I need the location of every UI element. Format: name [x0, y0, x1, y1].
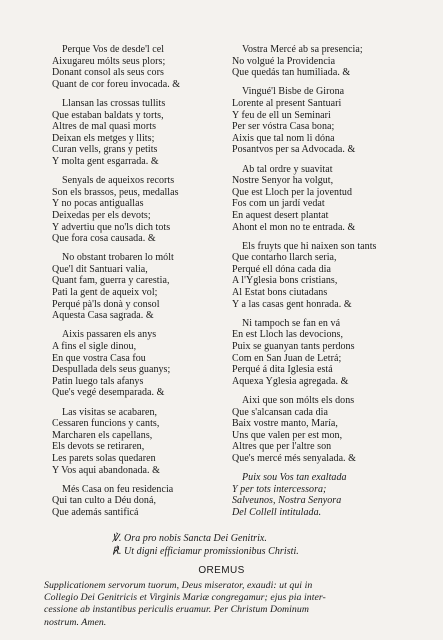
verse-line: Puix sou Vos tan exaltada: [242, 472, 347, 484]
verse-line: Curan vells, grans y petits: [52, 144, 158, 156]
verse-line: Vingué'l Bisbe de Girona: [242, 86, 345, 98]
verse-line: Perque Vos de desde'l cel: [62, 44, 165, 55]
verse-line: Puix se guanyan tants perdons: [232, 341, 355, 353]
stanza: [232, 318, 432, 388]
verse-line: Lorente al present Santuari: [232, 97, 342, 109]
verse-line: Despullada dels seus guanys;: [52, 364, 171, 376]
stanza: [52, 175, 240, 245]
verse-line: Que est Lloch per la joventud: [232, 186, 353, 198]
versicle-response: [112, 533, 412, 558]
verse-line: Y feu de ell un Seminari: [232, 109, 331, 121]
verse-line: Cessaren funcions y cants,: [52, 418, 160, 430]
stanza: [232, 241, 432, 311]
verse-line: Llansan las crossas tullits: [62, 97, 166, 109]
versicle: ℣. Ora pro nobis Sancta Dei Genitrix.: [112, 533, 267, 544]
stanza: [232, 86, 432, 156]
verse-line: Que estaban baldats y torts,: [52, 109, 164, 121]
stanza: [52, 44, 240, 90]
verse-line: Per ser vóstra Casa bona;: [232, 121, 335, 133]
verse-line: Del Collell intitulada.: [232, 506, 322, 518]
verse-line: Perqué pà'ls donà y consol: [52, 298, 160, 310]
closing-stanza: [232, 472, 432, 518]
left-column: [52, 44, 240, 526]
verse-line: No obstant trobaren lo mólt: [62, 252, 174, 264]
verse-line: Que s'alcansan cada dia: [232, 406, 328, 418]
verse-line: No volgué la Providencia: [232, 55, 336, 67]
verse-line: Altres que per l'altre son: [232, 441, 332, 453]
verse-line: Nostre Senyor ha volgut,: [232, 175, 334, 187]
verse-line: Aixis que tal nom li dóna: [232, 132, 335, 144]
verse-line: Y advertiu que no'ls dich tots: [52, 221, 171, 233]
oremus-heading: OREMUS: [198, 565, 245, 576]
verse-line: Que's mercé més senyalada. &: [232, 452, 356, 464]
verse-line: Pati la gent de aqueix vol;: [52, 287, 158, 299]
prayer-line: nostrum. Amen.: [44, 616, 107, 628]
stanza: [232, 395, 432, 465]
verse-line: Aquexa Yglesia agregada. &: [232, 375, 349, 387]
prayer-line: Supplicationem servorum tuorum, Deus miserator, exaudi: ut qui in: [44, 580, 313, 591]
verse-line: Senyals de aqueixos recorts: [62, 175, 175, 187]
response: ℟. Ut digni efficiamur promissionibus Christi.: [112, 545, 299, 557]
verse-line: Quant de cor foreu invocada. &: [52, 78, 181, 90]
verse-line: Ni tampoch se fan en vá: [242, 317, 341, 329]
verse-line: Ahont el mon no te entrada. &: [232, 221, 356, 233]
verse-line: En est Lloch las devocions,: [232, 329, 344, 341]
verse-line: Patin luego tals afanys: [52, 375, 144, 387]
verse-line: A l'Yglesia bons cristians,: [232, 275, 338, 287]
verse-line: Els devots se retiraren,: [52, 441, 145, 453]
verse-line: Que además santificá: [52, 506, 139, 518]
verse-line: Son els brassos, peus, medallas: [52, 186, 179, 198]
right-column: [232, 44, 432, 526]
verse-line: Y a las casas gent honrada. &: [232, 298, 352, 310]
verse-line: Altres de mal quasi morts: [52, 121, 157, 133]
stanza: [52, 484, 240, 519]
verse-line: Que'l dit Santuari valia,: [52, 263, 148, 275]
verse-line: Ab tal ordre y suavitat: [242, 163, 333, 175]
verse-line: Com en San Juan de Letrá;: [232, 352, 342, 364]
verse-line: Salveunos, Nostra Senyora: [232, 495, 342, 507]
verse-line: Posantvos per sa Advocada. &: [232, 144, 356, 156]
verse-line: Aixis passaren els anys: [62, 329, 157, 341]
verse-line: A fins el sigle dinou,: [52, 341, 137, 353]
verse-line: Y per tots intercessora;: [232, 483, 327, 495]
verse-line: Els fruyts que hi naixen son tants: [242, 240, 377, 252]
verse-line: Donant consol als seus cors: [52, 67, 164, 79]
verse-line: Qui tan culto a Déu doná,: [52, 495, 156, 507]
verse-line: Perqué ell dóna cada dia: [232, 263, 331, 275]
verse-line: Perqué á dita Iglesia está: [232, 364, 333, 376]
verse-line: Las visitas se acabaren,: [62, 406, 158, 418]
verse-line: Que quedás tan humiliada. &: [232, 67, 351, 79]
verse-line: Al Estat bons ciutadans: [232, 287, 328, 299]
verse-line: Que fora cosa causada. &: [52, 233, 156, 245]
stanza: [52, 329, 240, 399]
stanza: [232, 44, 432, 79]
verse-line: Aixi que son mólts els dons: [242, 395, 355, 406]
prayer-text: [44, 580, 416, 629]
verse-line: Que's vegé desemparada. &: [52, 387, 165, 399]
verse-line: Vostra Mercé ab sa presencia;: [242, 44, 363, 55]
prayer-line: cessione ab instantibus periculis eruamur. Per Christum Dominum: [44, 604, 309, 616]
verse-line: Y molta gent esgarrada. &: [52, 155, 159, 167]
verse-line: Aquesta Casa sagrada. &: [52, 310, 154, 322]
verse-line: Baix vostre manto, María,: [232, 418, 338, 430]
verse-line: Deixedas per els devots;: [52, 209, 151, 221]
verse-line: Uns que valen per est mon,: [232, 429, 343, 441]
verse-line: En que vostra Casa fou: [52, 352, 146, 364]
verse-line: Marcharen els capellans,: [52, 429, 153, 441]
prayer-line: Collegio Dei Genitricis et Virginis Mariæ congregamur; ejus pia inter-: [44, 592, 326, 604]
stanza: [232, 164, 432, 234]
verse-line: Quant fam, guerra y carestia,: [52, 275, 170, 287]
verse-line: Fos com un jardí vedat: [232, 198, 325, 210]
verse-line: Deixan els metges y llits;: [52, 132, 155, 144]
stanza: [52, 252, 240, 322]
verse-line: Y Vos aqui abandonada. &: [52, 464, 160, 476]
verse-line: Més Casa on feu residencia: [62, 483, 174, 495]
stanza: [52, 407, 240, 477]
verse-line: Y no pocas antiguallas: [52, 198, 144, 210]
verse-line: Que contarho llarch seria,: [232, 252, 337, 264]
stanza: [52, 98, 240, 168]
verse-line: En aquest desert plantat: [232, 209, 329, 221]
verse-line: Les parets solas quedaren: [52, 452, 156, 464]
verse-line: Aixugareu mólts seus plors;: [52, 55, 166, 67]
